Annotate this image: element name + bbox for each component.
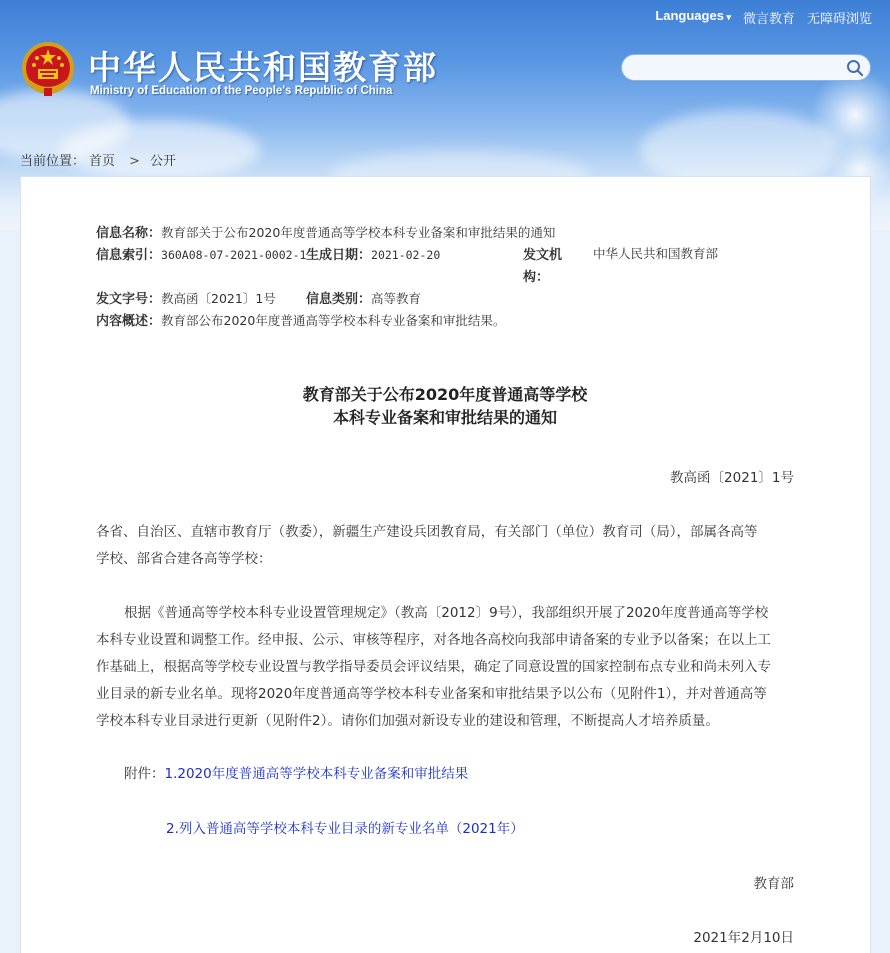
search-icon[interactable] [846,59,864,77]
meta-index-value: 360A08-07-2021-0002-1 [161,248,307,262]
meta-issuer-value-text: 中华人民共和国教育部 [593,246,719,261]
meta-docno-row [96,288,276,307]
site-subtitle: Ministry of Education of the People's Republic of China [90,85,393,97]
search-box [621,54,871,81]
meta-issuer-label-1 [523,244,562,263]
sign-date: 2021年2月10日 [693,930,794,946]
meta-category-label: 信息类别： [306,292,372,307]
attachment-row-2 [166,816,524,842]
meta-name-value: 教育部关于公布2020年度普通高等学校本科专业备案和审批结果的通知 [161,225,556,240]
body-line-4: 业目录的新专业名单。现将2020年度普通高等学校本科专业备案和审批结果予以公布（见附件1），并对普通高等 [96,686,767,702]
meta-category-value: 高等教育 [371,291,422,306]
meta-issuer-label-text-2: 构： [523,270,550,285]
document-number: 教高函〔2021〕1号 [670,470,794,486]
body-line-3: 作基础上，根据高等学校专业设置与教学指导委员会评议结果，确定了同意设置的国家控制布点专业和尚未列入专 [96,659,771,675]
meta-docno-label: 发文字号： [96,292,162,307]
breadcrumb-separator: > [129,154,140,169]
signature: 教育部 [753,876,794,892]
body-line-2: 本科专业设置和调整工作。经申报、公示、审核等程序，对各地各高校向我部申请备案的专业予以备案；在以上工 [96,632,771,648]
meta-name-label: 信息名称： [96,226,162,241]
search-input[interactable] [632,58,842,78]
meta-docno-value: 教高函〔2021〕1号 [161,291,276,306]
breadcrumb-public[interactable]: 公开 [149,154,176,169]
top-links [655,8,872,27]
breadcrumb [20,150,180,169]
weibo-link[interactable]: 微言教育 [742,12,795,27]
meta-summary-value: 教育部公布2020年度普通高等学校本科专业备案和审批结果。 [161,313,506,328]
attachment-label: 附件： [124,766,165,782]
languages-menu[interactable]: Languages ▾ [655,8,731,27]
breadcrumb-home[interactable]: 首页 [89,154,116,169]
breadcrumb-label: 当前位置： [20,154,86,169]
meta-category-row [306,288,421,307]
addressee-line-2: 学校、部省合建各高等学校： [96,551,272,567]
meta-summary-label: 内容概述： [96,314,162,329]
national-emblem-icon [20,40,76,98]
meta-index-label: 信息索引： [96,248,162,263]
attachment-1-link[interactable]: 1.2020年度普通高等学校本科专业备案和审批结果 [164,766,469,782]
document-title-line-1: 教育部关于公布2020年度普通高等学校 [302,385,588,404]
meta-summary-row [96,310,505,329]
meta-date-row [306,244,440,263]
meta-issuer-label-text-1: 发文机 [523,248,563,263]
body-line-5: 学校本科专业目录进行更新（见附件2）。请你们加强对新设专业的建设和管理，不断提高人才培养质量。 [96,713,719,729]
meta-index-row [96,244,306,263]
addressee-line-1: 各省、自治区、直辖市教育厅（教委），新疆生产建设兵团教育局，有关部门（单位）教育司（局），部属各高等 [96,524,758,540]
meta-issuer-label-2 [523,266,549,285]
attachment-row-1 [124,761,468,787]
attachment-2-link[interactable]: 2.列入普通高等学校本科专业目录的新专业名单（2021年） [166,821,524,837]
document-title-line-2: 本科专业备案和审批结果的通知 [332,408,557,427]
site-title: 中华人民共和国教育部 [88,48,438,87]
meta-name-row [96,222,555,241]
body-line-1: 根据《普通高等学校本科专业设置管理规定》（教高〔2012〕9号），我部组织开展了2020年度普通高等学校 [124,605,769,621]
meta-date-label: 生成日期： [306,248,372,263]
meta-issuer-value [593,244,718,262]
meta-date-value: 2021-02-20 [371,248,441,262]
accessibility-link[interactable]: 无障碍浏览 [806,12,872,27]
